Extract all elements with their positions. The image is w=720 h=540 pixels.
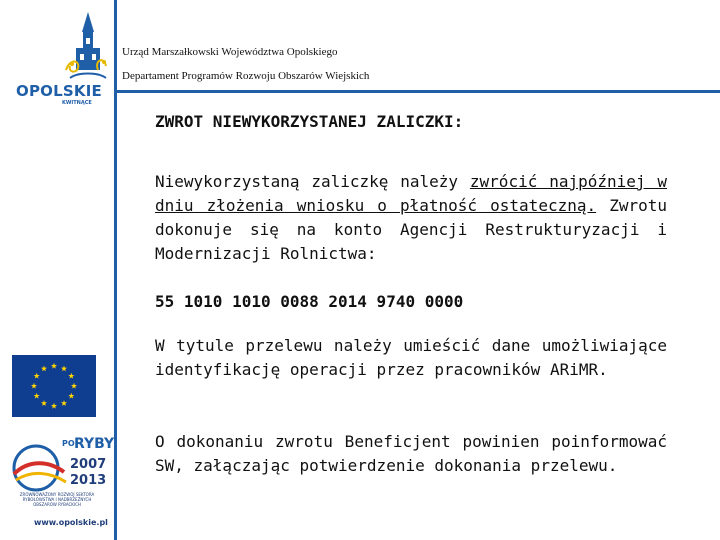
paragraph-transfer-title: W tytule przelewu należy umieścić dane umożliwiające identyfikację operacji przez pracowników ARiMR.	[155, 336, 667, 379]
paragraph-notification: O dokonaniu zwrotu Beneficjent powinien poinformować SW, załączając potwierdzenie dokonania przelewu.	[155, 432, 667, 475]
institution-name: Urząd Marszałkowski Województwa Opolskiego	[122, 46, 338, 58]
eu-flag-icon	[12, 355, 96, 417]
department-name: Departament Programów Rozwoju Obszarów Wiejskich	[122, 70, 370, 82]
logo-wordmark: OPOLSKIE	[16, 82, 102, 100]
para1-deadline: zwrócić najpóźniej w dniu złożenia wniosku o płatność ostateczną.	[155, 172, 667, 215]
logo-tagline: KWITNĄCE	[62, 100, 92, 106]
bank-account-number: 55 1010 1010 0088 2014 9740 0000	[155, 292, 464, 311]
sidebar-divider	[114, 0, 117, 540]
footer-website-link[interactable]: www.opolskie.pl	[34, 518, 108, 527]
header-rule	[117, 90, 720, 93]
ryby-year-start: 2007	[70, 457, 107, 472]
ryby-program-description: ZRÓWNOWAŻONY ROZWÓJ SEKTORA RYBOŁÓWSTWA I NADBRZEŻNYCH OBSZARÓW RYBACKICH	[19, 492, 95, 507]
para1-text-b: Zwrotu dokonuje się na konto Agencji Restrukturyzacji i Modernizacji Rolnictwa:	[155, 196, 667, 263]
paragraph-instructions	[155, 170, 667, 266]
ryby-word: RYBY	[74, 436, 115, 452]
para1-text-a: Niewykorzystaną zaliczkę należy	[155, 172, 470, 191]
page-title: ZWROT NIEWYKORZYSTANEJ ZALICZKI:	[155, 112, 464, 131]
ryby-prefix: PO	[62, 439, 75, 448]
ryby-year-end: 2013	[70, 473, 107, 488]
